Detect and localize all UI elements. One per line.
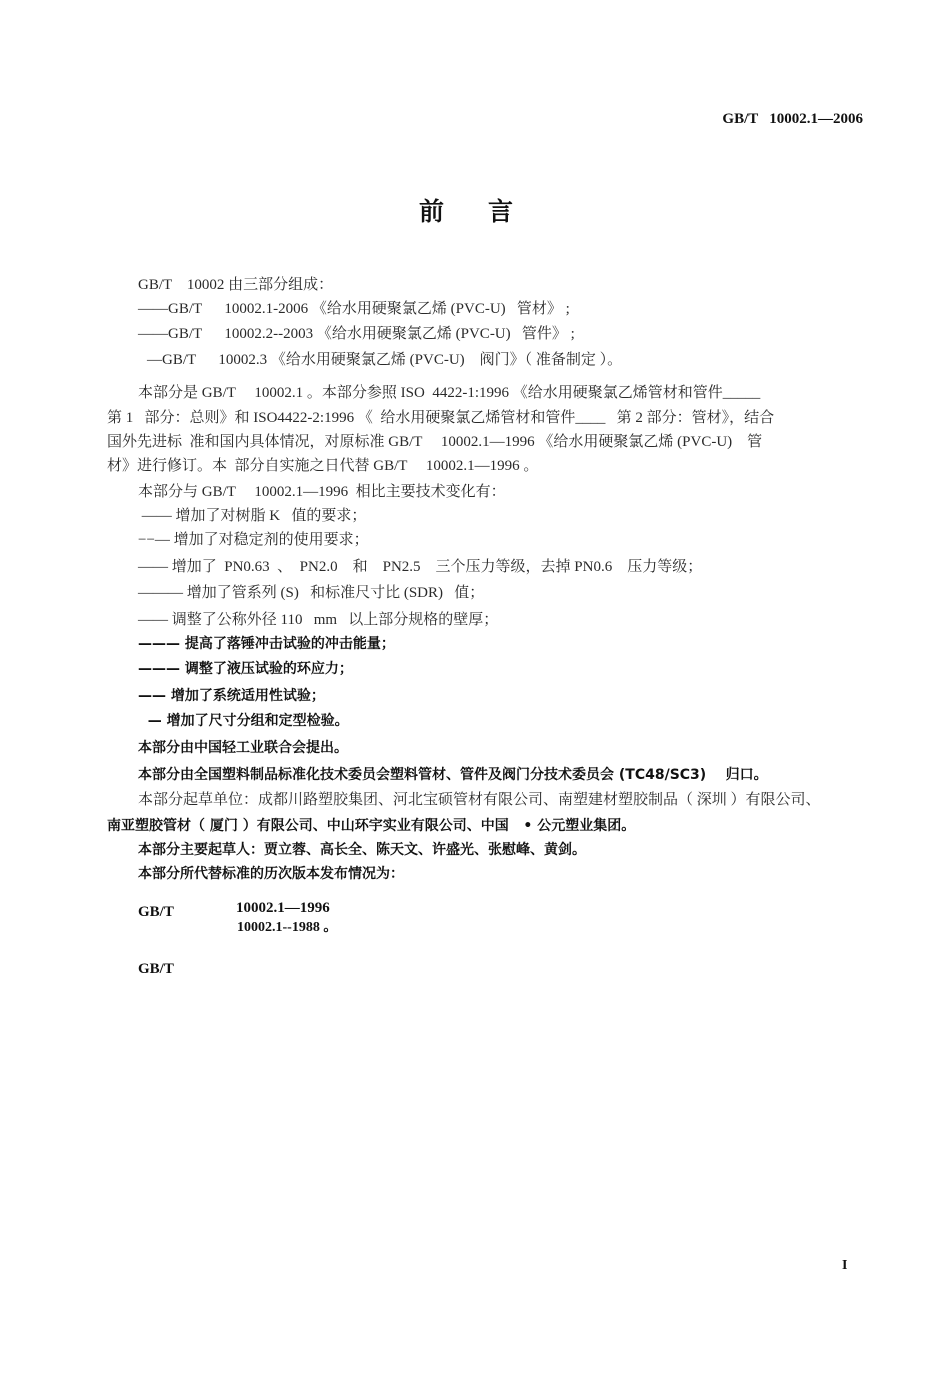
drafting-units-line-2: 南亚塑胶管材（ 厦门 ）有限公司、中山环宇实业有限公司、中国 • 公元塑业集团。 (107, 818, 636, 834)
change-item: ——— 增加了管系列 (S) 和标准尺寸比 (SDR) 值； (138, 585, 485, 601)
composition-part-3: —GB/T 10002.3 《给水用硬聚氯乙烯 (PVC-U) 阀门》（ 准备制定 ）。 (147, 352, 623, 368)
composition-part-2: ——GB/T 10002.2--2003 《给水用硬聚氯乙烯 (PVC-U) 管件》 ; (138, 326, 575, 342)
drafters: 本部分主要起草人：贾立蓉、高长全、陈天文、许盛光、张慰峰、黄剑。 (138, 842, 586, 858)
change-item-bold: —— 增加了系统适用性试验； (138, 688, 325, 704)
composition-part-1: ——GB/T 10002.1-2006 《给水用硬聚氯乙烯 (PVC-U) 管材》 ; (138, 301, 570, 317)
page-title: 前言 (418, 197, 557, 226)
change-item: —— 调整了公称外径 110 mm 以上部分规格的壁厚； (138, 612, 499, 628)
reference-line-2: 第 1 部分：总则》和 ISO4422-2:1996 《 给水用硬聚氯乙烯管材和管件____ 第 2 部分：管材》，结合 (107, 410, 775, 426)
composition-intro: GB/T 10002 由三部分组成： (138, 277, 334, 293)
reference-line-1: 本部分是 GB/T 10002.1 。本部分参照 ISO 4422-1:1996 《给水用硬聚氯乙烯管材和管件_____ (138, 385, 761, 401)
history-version: 10002.1—1996 (236, 900, 330, 916)
change-item-bold: ——— 调整了液压试验的环应力； (138, 661, 353, 677)
reference-line-3: 国外先进标 准和国内具体情况，对原标准 GB/T 10002.1—1996 《给水用硬聚氯乙烯 (PVC-U) 管 (107, 434, 763, 450)
change-item: —— 增加了对树脂 K 值的要求； (138, 508, 367, 524)
changes-intro: 本部分与 GB/T 10002.1—1996 相比主要技术变化有： (138, 484, 506, 500)
history-label: GB/T (138, 904, 174, 920)
document-code: GB/T 10002.1—2006 (722, 111, 863, 127)
proposed-by: 本部分由中国轻工业联合会提出。 (138, 740, 348, 756)
change-item-bold: — 增加了尺寸分组和定型检验。 (138, 713, 349, 729)
change-item: —— 增加了 PN0.63 、 PN2.0 和 PN2.5 三个压力等级，去掉 PN0.6 压力等级； (138, 559, 703, 575)
change-item: −−— 增加了对稳定剂的使用要求； (138, 532, 369, 548)
history-intro: 本部分所代替标准的历次版本发布情况为： (138, 866, 404, 882)
history-version: 10002.1--1988 。 (237, 920, 338, 935)
drafting-units-line-1: 本部分起草单位：成都川路塑胶集团、河北宝硕管材有限公司、南塑建材塑胶制品（ 深圳 ）有限公司、 (138, 792, 821, 808)
change-item-bold: ——— 提高了落锤冲击试验的冲击能量； (138, 636, 395, 652)
centralized-by: 本部分由全国塑料制品标准化技术委员会塑料管材、管件及阀门分技术委员会 (TC48/SC3) 归口。 (138, 767, 768, 783)
page-number: I (842, 1258, 848, 1273)
history-label: GB/T (138, 961, 174, 977)
reference-line-4: 材》进行修订。本 部分自实施之日代替 GB/T 10002.1—1996 。 (107, 458, 539, 474)
